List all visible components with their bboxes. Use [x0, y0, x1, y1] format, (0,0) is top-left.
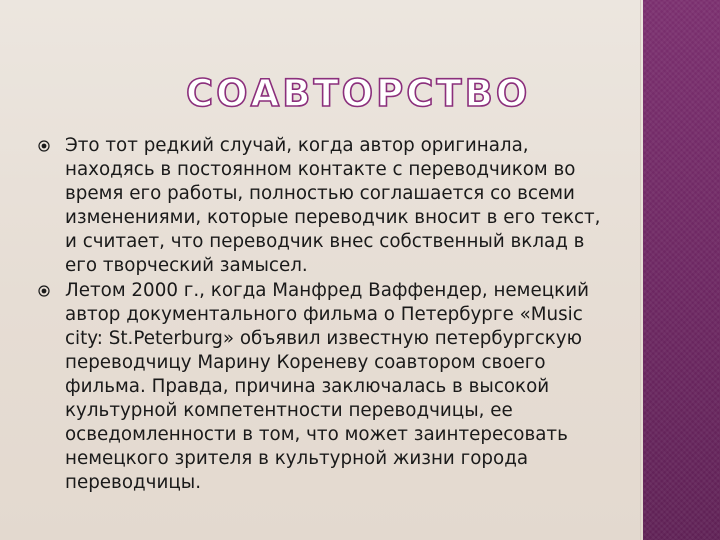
bullet-text: Это тот редкий случай, когда автор оригинала, находясь в постоянном контакте с переводчиком во время его работы, полностью соглашается со всеми изменениями, которые переводчик вносит в его текст, и считает, что переводчик внес собственный вклад в его творческий замысел. — [65, 135, 601, 277]
bullet-text: Летом 2000 г., когда Манфред Ваффендер, немецкий автор документального фильма о Петербурге «Music city: St.Peterburg» объявил известную петербургскую переводчицу Марину Кореневу соавтором своего фильма. Правда, причина заключалась в высокой культурной компетентности переводчицы, ее осведомленности в том, что может заинтересовать немецкого зрителя в культурной жизни города переводчицы. — [65, 279, 589, 494]
decorative-side-band — [643, 0, 720, 540]
bullet-list — [38, 134, 603, 495]
side-divider — [640, 0, 641, 540]
slide-title: СОАВТОРСТВО — [186, 72, 531, 115]
list-item — [38, 134, 603, 279]
list-item — [38, 279, 603, 496]
circled-dot-bullet-icon — [38, 140, 50, 152]
circled-dot-bullet-icon — [38, 285, 50, 297]
